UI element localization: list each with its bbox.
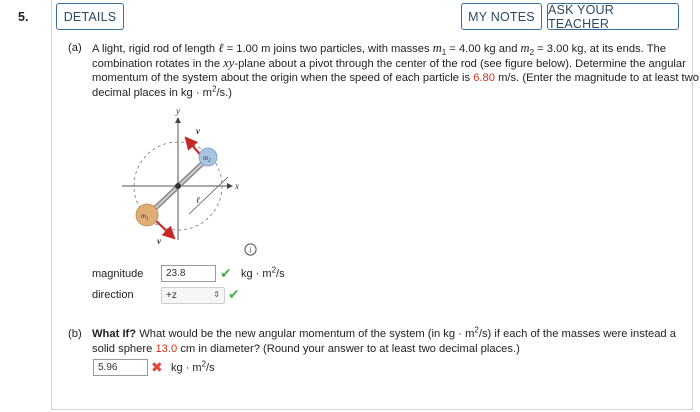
magnitude-correct-icon: ✔ xyxy=(220,265,232,281)
part-b-line-2: solid sphere 13.0 cm in diameter? (Round your answer to at least two decimal places.) xyxy=(92,343,520,355)
part-b-answer-input[interactable]: 5.96 xyxy=(93,359,148,376)
info-icon[interactable] xyxy=(244,243,257,256)
what-if-label: What If? xyxy=(92,328,137,340)
part-b-incorrect-icon: ✖ xyxy=(151,359,163,375)
rotating-rod-figure xyxy=(110,104,270,264)
part-a-line-1: A light, rigid rod of length ℓ = 1.00 m joins two particles, with masses $m_1 = 4.00$ kg and $m_2 = 3.00$ kg, at its ends. The xyxy=(92,41,666,58)
x-axis-label: x xyxy=(235,181,239,191)
part-b-unit: kg · $m^2/s$ xyxy=(171,359,215,374)
pivot xyxy=(175,183,181,189)
direction-correct-icon: ✔ xyxy=(228,286,240,302)
velocity-label-m2: v xyxy=(196,126,200,136)
svg-text:i: i xyxy=(249,245,252,255)
ask-teacher-button[interactable]: ASK YOUR TEACHER xyxy=(547,3,679,30)
velocity-label-m1: v xyxy=(157,236,161,246)
part-b-line-1: What If? What would be the new angular momentum of the system (in kg · $m^2/s$) if each of the masses were instead a xyxy=(92,325,676,340)
mass-m1-label: $m_1$ xyxy=(141,212,149,222)
my-notes-button[interactable]: MY NOTES xyxy=(461,3,542,30)
magnitude-input[interactable]: 23.8 xyxy=(161,265,216,282)
speed-value: 6.80 xyxy=(473,72,495,84)
question-number: 5. xyxy=(18,10,29,24)
mass-m2-label: $m_2$ xyxy=(203,154,211,164)
part-b-label: (b) xyxy=(68,328,82,340)
details-button[interactable]: DETAILS xyxy=(56,3,124,30)
length-label: ℓ xyxy=(196,195,200,205)
part-a-line-2: combination rotates in the xy-plane about a pivot through the center of the rod (see figure below). Determine the angular xyxy=(92,56,686,70)
mass-m1 xyxy=(136,204,158,226)
part-a-label: (a) xyxy=(68,42,82,54)
diameter-value: 13.0 xyxy=(155,343,178,355)
part-a-line-4: decimal places in kg · $m^2/s$.) xyxy=(92,84,232,99)
length-variable: ℓ xyxy=(218,41,224,55)
direction-label: direction xyxy=(92,289,134,301)
part-a-line-3: momentum of the system about the origin when the speed of each particle is 6.80 m/s. (Enter the magnitude to at least two xyxy=(92,72,699,84)
y-axis-label: y xyxy=(176,106,180,116)
select-arrows-icon: ⇕ xyxy=(213,290,220,299)
direction-select[interactable]: +z ⇕ xyxy=(161,287,225,304)
magnitude-unit: kg · $m^2/s$ xyxy=(241,265,285,280)
length-dimension xyxy=(189,177,228,214)
magnitude-label: magnitude xyxy=(92,268,144,280)
